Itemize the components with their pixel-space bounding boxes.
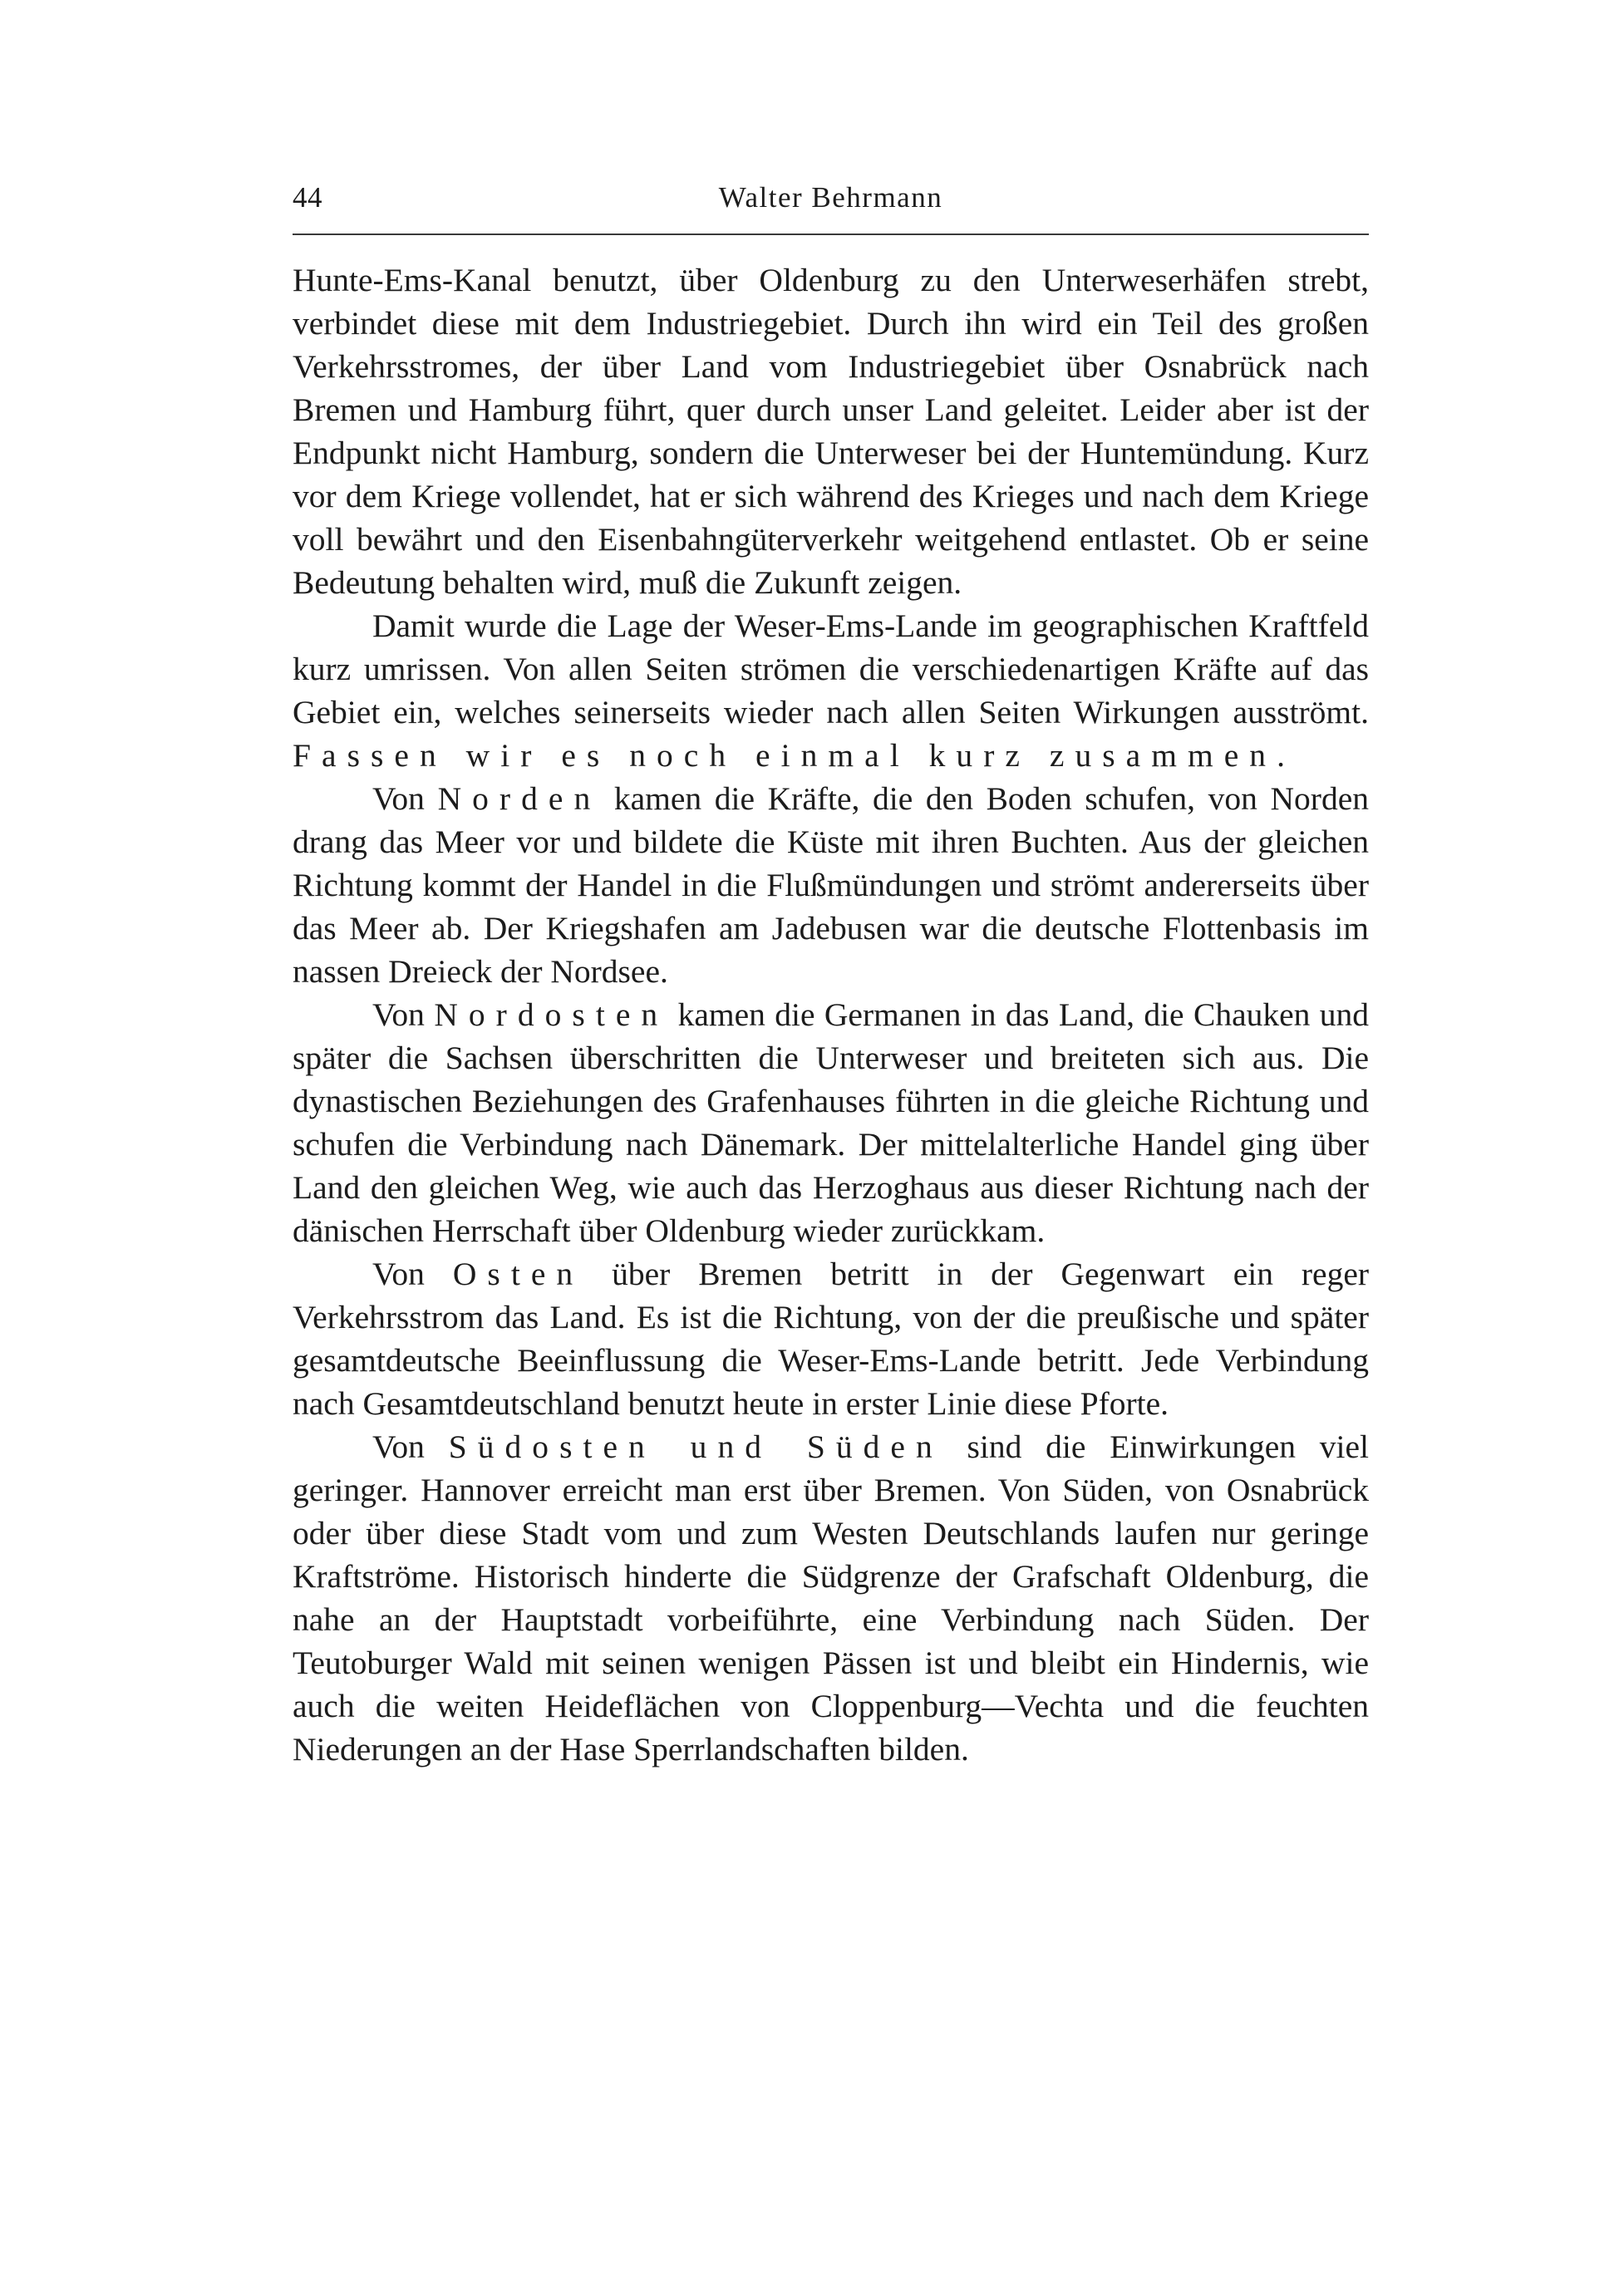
- text-run: sind die Einwirkungen viel geringer. Hannover erreicht man erst über Bremen. Von Süden, von Osnabrück oder über diese Stadt vom und zum Westen Deutschlands laufen nur geringe Kraftströme. Historisch hinderte die Südgrenze der Grafschaft Oldenburg, die nahe an der Hauptstadt vorbeiführte, eine Verbindung nach Süden. Der Teutoburger Wald mit seinen wenigen Pässen ist und bleibt ein Hindernis, wie auch die weiten Heideflächen von Cloppenburg—Vechta und die feuchten Niederungen an der Hase Sperrlandschaften bilden.: [293, 1428, 1370, 1767]
- text-run: kamen die Kräfte, die den Boden schufen, von Norden drang das Meer vor und bildete die Küste mit ihren Buchten. Aus der gleichen Richtung kommt der Handel in die Flußmündungen und strömt andererseits über das Meer ab. Der Kriegshafen am Jadebusen war die deutsche Flottenbasis im nassen Dreieck der Nordsee.: [293, 780, 1369, 990]
- paragraph: [293, 1252, 1369, 1425]
- page-number: 44: [293, 181, 322, 214]
- paragraph: [293, 993, 1369, 1252]
- text-run: Hunte-Ems-Kanal benutzt, über Oldenburg zu den Unterweserhäfen strebt, verbindet diese mit dem Industriegebiet. Durch ihn wird ein Teil des großen Verkehrsstromes, der über Land vom Industriegebiet über Osnabrück nach Bremen und Hamburg führt, quer durch unser Land geleitet. Leider aber ist der Endpunkt nicht Hamburg, sondern die Unterweser bei der Huntemündung. Kurz vor dem Kriege vollendet, hat er sich während des Krieges und nach dem Kriege voll bewährt und den Eisenbahngüterverkehr weitgehend entlastet. Ob er seine Bedeutung behalten wird, muß die Zukunft zeigen.: [293, 262, 1369, 601]
- text-run: über Bremen betritt in der Gegenwart ein reger Verkehrsstrom das Land. Es ist die Richtung, von der die preußische und später gesamtdeutsche Beeinflussung die Weser-Ems-Lande betritt. Jede Verbindung nach Gesamtdeutschland benutzt heute in erster Linie diese Pforte.: [293, 1256, 1370, 1422]
- emphasized-text: Osten: [452, 1256, 584, 1292]
- text-run: Von: [372, 780, 438, 817]
- emphasized-text: Nordosten: [434, 996, 669, 1033]
- header-rule: [293, 234, 1369, 235]
- emphasized-text: Südosten und Süden: [448, 1428, 943, 1465]
- body-text: [293, 258, 1369, 1771]
- text-run: Damit wurde die Lage der Weser-Ems-Lande im geographischen Kraftfeld kurz umrissen. Von allen Seiten strömen die verschiedenartigen Kräfte auf das Gebiet ein, welches seinerseits wieder nach allen Seiten Wirkungen ausströmt.: [293, 607, 1369, 730]
- page-header: [293, 181, 1369, 229]
- text-run: Von: [372, 996, 435, 1033]
- paragraph: [293, 1425, 1369, 1771]
- text-run: Von: [372, 1428, 449, 1465]
- paragraph: [293, 604, 1369, 777]
- emphasized-text: Norden: [437, 780, 602, 817]
- paragraph: [293, 258, 1369, 604]
- running-head-author: Walter Behrmann: [718, 181, 943, 214]
- paragraph: [293, 777, 1369, 993]
- text-run: Von: [372, 1256, 453, 1292]
- emphasized-text: Fassen wir es noch einmal kurz zusammen.: [293, 737, 1296, 774]
- text-run: kamen die Germanen in das Land, die Chauken und später die Sachsen überschritten die Unterweser und breiteten sich aus. Die dynastischen Beziehungen des Grafenhauses führten in die gleiche Richtung und schufen die Verbindung nach Dänemark. Der mittelalterliche Handel ging über Land den gleichen Weg, wie auch das Herzoghaus aus dieser Richtung nach der dänischen Herrschaft über Oldenburg wieder zurückkam.: [293, 996, 1370, 1249]
